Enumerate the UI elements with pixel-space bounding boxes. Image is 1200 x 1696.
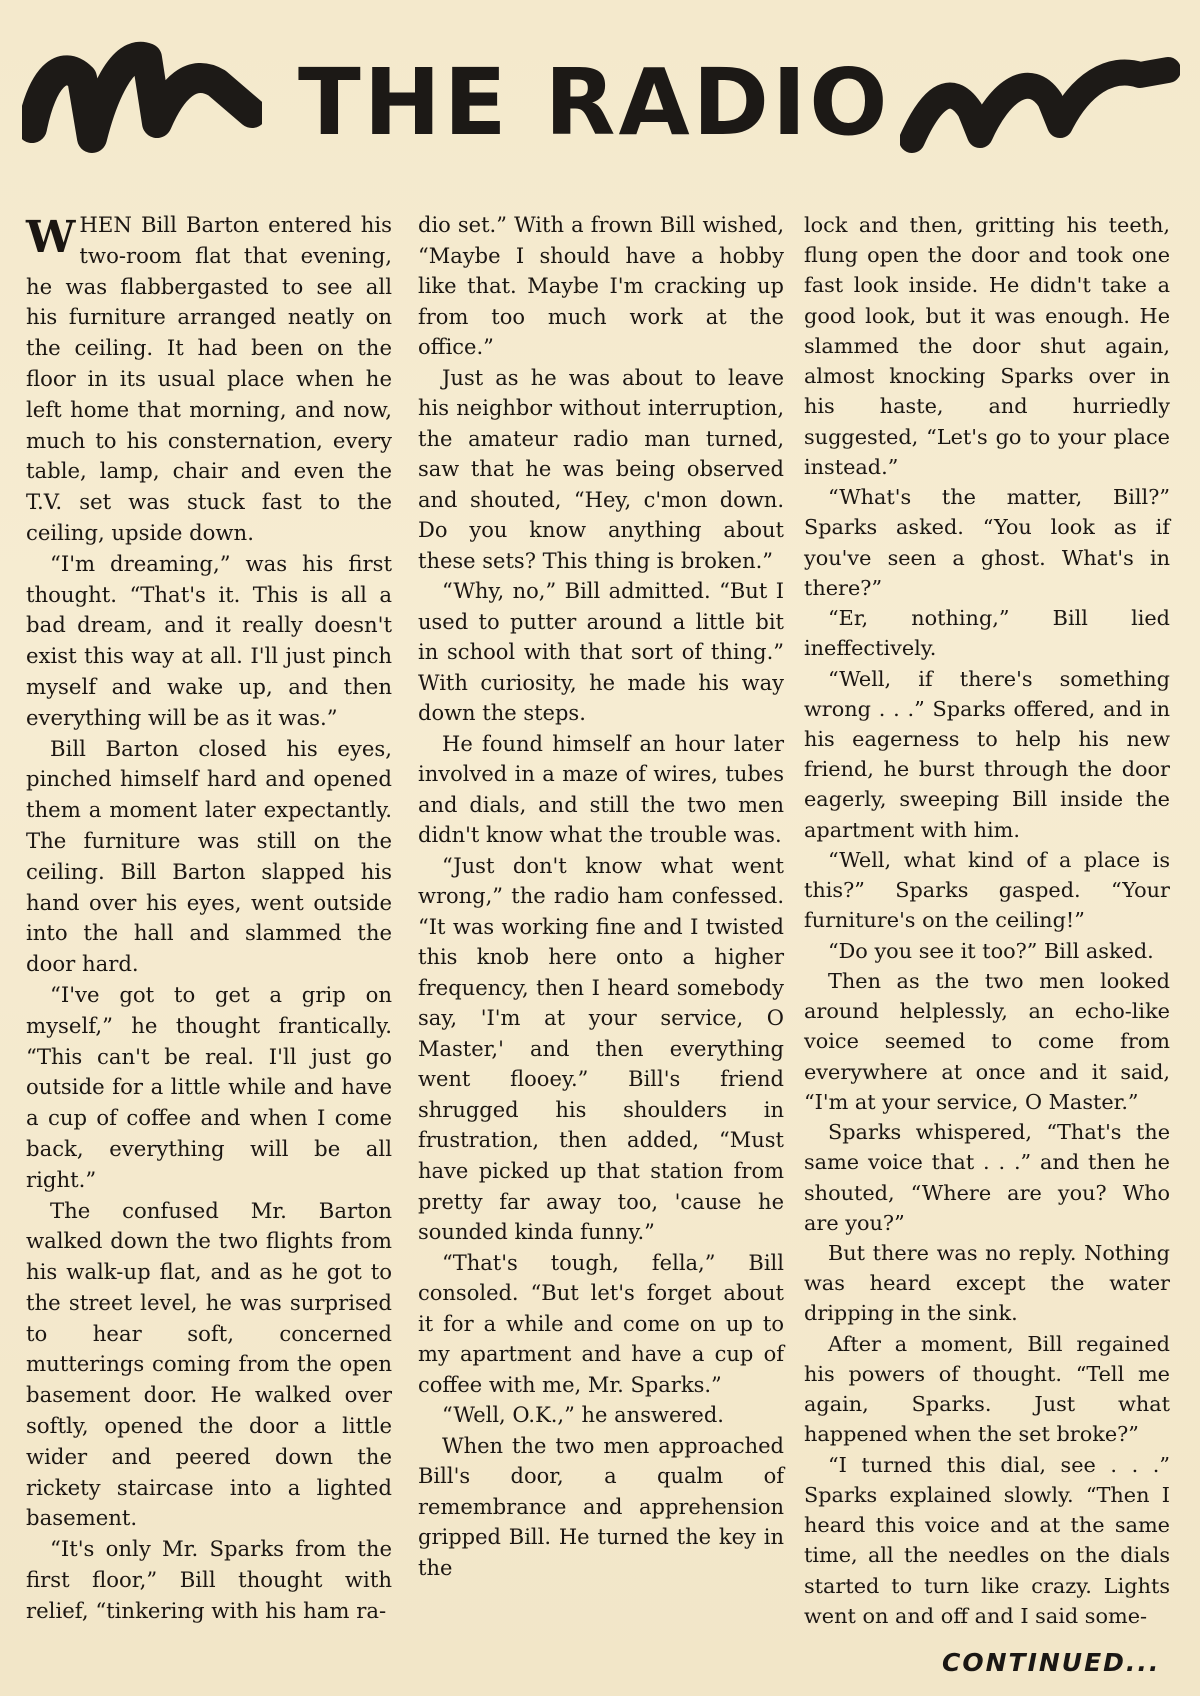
paragraph: But there was no reply. Nothing was heard except the water dripping in the sink. [804,1240,1170,1326]
paragraph: dio set.” With a frown Bill wished, “Maybe I should have a hobby like that. Maybe I'm cracking up from too much work at the office.” [418,213,784,360]
paragraph: “Do you see it too?” Bill asked. [828,938,1154,963]
paragraph: Just as he was about to leave his neighbor without interruption, the amateur radio man turned, saw that he was being observed and shouted, “Hey, c'mon down. Do you know anything about these sets? This thing is broken.” [418,365,784,573]
paragraph: “I've got to get a grip on myself,” he thought frantically. “This can't be real. I'll just go outside for a little while and have a cup of coffee and when I come back, everything will be all right.” [26,981,392,1192]
story-header [0,0,1200,200]
paragraph: “Well, what kind of a place is this?” Sparks gasped. “Your furniture's on the ceiling!” [804,847,1170,933]
left-zigzag-ornament [22,18,262,168]
paragraph: “Just don't know what went wrong,” the radio ham confessed. “It was working fine and I twisted this knob here onto a higher frequency, then I heard somebody say, 'I'm at your service, O Master,' and then everything went flooey.” Bill's friend shrugged his shoulders in frustration, then added, “Must have picked up that station from pretty far away too, 'cause he sounded kinda funny.” [418,853,784,1245]
paragraph: Then as the two men looked around helplessly, an echo-like voice seemed to come from everywhere at once and it said, “I'm at your service, O Master.” [804,968,1170,1114]
paragraph: “Why, no,” Bill admitted. “But I used to putter around a little bit in school with that sort of thing.” With curiosity, he made his way down the steps. [418,579,784,726]
paragraph: The confused Mr. Barton walked down the two flights from his walk-up flat, and as he got to the street level, he was surprised to hear soft, concerned mutterings coming from the open basement door. He walked over softly, opened the door a little wider and peered down the rickety staircase into a lighted basement. [26,1197,392,1531]
paragraph: lock and then, gritting his teeth, flung open the door and took one fast look inside. He didn't take a good look, but it was enough. He slammed the door shut again, almost knocking Sparks over in his haste, and hurriedly suggested, “Let's go to your place instead.” [804,213,1170,479]
paragraph: “It's only Mr. Sparks from the first floor,” Bill thought with relief, “tinkering with his ham ra- [26,1536,392,1623]
article-column-1 [26,210,392,1640]
paragraph: After a moment, Bill regained his powers of thought. “Tell me again, Sparks. Just what happened when the set broke?” [804,1331,1170,1447]
paragraph: “What's the matter, Bill?” Sparks asked. “You look as if you've seen a ghost. What's in there?” [804,485,1170,600]
paragraph: When the two men approached Bill's door, a qualm of remembrance and apprehension gripped Bill. He turned the key in the [418,1433,784,1580]
paragraph: “That's tough, fella,” Bill consoled. “But let's forget about it for a while and come on up to my apartment and have a cup of coffee with me, Mr. Sparks.” [418,1250,784,1397]
paragraph: WHEN Bill Barton entered his two-room flat that evening, he was flabbergasted to see all his furniture arranged neatly on the ceiling. It had been on the floor in its usual place when he left home that morning, and now, much to his consternation, every table, lamp, chair and even the T.V. set was stuck fast to the ceiling, upside down. [26,212,392,545]
story-title: THE RADIO [298,49,891,156]
paragraph: “I'm dreaming,” was his first thought. “That's it. This is all a bad dream, and it really doesn't exist this way at all. I'll just pinch myself and wake up, and then everything will be as it was.” [26,550,392,730]
continued-label: CONTINUED... [942,1648,1161,1677]
article-body [26,210,1176,1640]
right-zigzag-ornament [900,40,1180,160]
paragraph: Sparks whispered, “That's the same voice that . . .” and then he shouted, “Where are you? Who are you?” [804,1120,1170,1235]
paragraph: “Well, O.K.,” he answered. [442,1403,724,1428]
article-column-2 [418,210,784,1640]
paragraph: “Well, if there's something wrong . . .” Sparks offered, and in his eagerness to help his new friend, he burst through the door eagerly, sweeping Bill inside the apartment with him. [804,666,1170,842]
drop-cap: W [26,212,76,263]
paragraph: He found himself an hour later involved in a maze of wires, tubes and dials, and still the two men didn't know what the trouble was. [418,731,784,848]
paragraph: “I turned this dial, see . . .” Sparks explained slowly. “Then I heard this voice and at the same time, all the needles on the dials started to turn like crazy. Lights went on and off and I said some- [804,1452,1170,1628]
article-column-3 [804,210,1170,1640]
paragraph: “Er, nothing,” Bill lied ineffectively. [804,606,1170,661]
paragraph: Bill Barton closed his eyes, pinched himself hard and opened them a moment later expectantly. The furniture was still on the ceiling. Bill Barton slapped his hand over his eyes, went outside into the hall and slammed the door hard. [26,735,392,977]
